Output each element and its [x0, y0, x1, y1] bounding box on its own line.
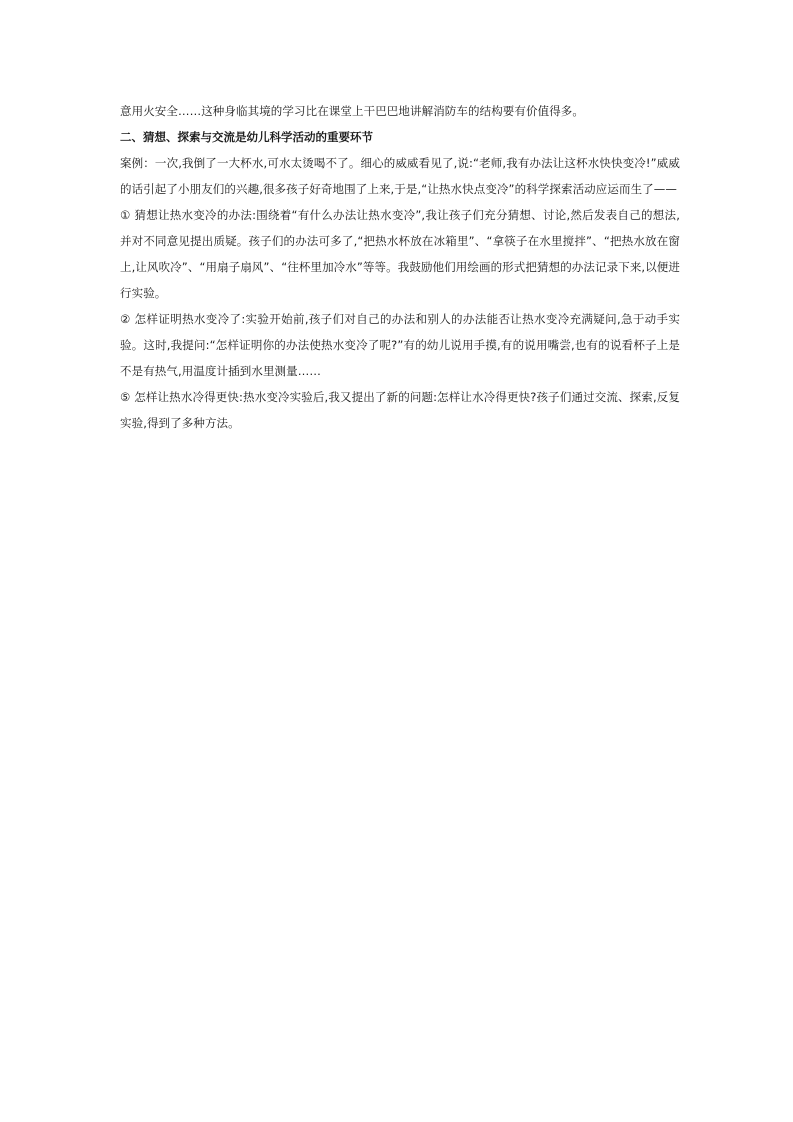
- paragraph-case: 案例：一次,我倒了一大杯水,可水太烫喝不了。细心的威威看见了,说:“老师,我有办法让这杯水快快变冷!”威威的话引起了小朋友们的兴趣,很多孩子好奇地围了上来,于是,“让热水快点变冷”的科学探索活动应运而生了——: [120, 156, 680, 196]
- document-body: [120, 98, 680, 436]
- paragraph-intro: 意用火安全……这种身临其境的学习比在课堂上干巴巴地讲解消防车的结构要有价值得多。: [120, 104, 584, 118]
- paragraph-point-1: ① 猜想让热水变冷的办法:围绕着“有什么办法让热水变冷”,我让孩子们充分猜想、讨论,然后发表自己的想法,并对不同意见提出质疑。孩子们的办法可多了,“把热水杯放在冰箱里”、“拿筷子在水里搅拌”、“把热水放在窗上,让风吹冷”、“用扇子扇风”、“往杯里加冷水”等等。我鼓励他们用绘画的形式把猜想的办法记录下来,以便进行实验。: [120, 208, 680, 300]
- paragraph-point-2: ② 怎样证明热水变冷了:实验开始前,孩子们对自己的办法和别人的办法能否让热水变冷充满疑问,急于动手实验。这时,我提问:“怎样证明你的办法使热水变冷了呢?”有的幼儿说用手摸,有的说用嘴尝,也有的说看杯子上是不是有热气,用温度计插到水里测量……: [120, 312, 680, 378]
- paragraph-point-3: ⑤ 怎样让热水冷得更快:热水变冷实验后,我又提出了新的问题:怎样让水冷得更快?孩子们通过交流、探索,反复实验,得到了多种方法。: [120, 390, 680, 430]
- section-heading: 二、猜想、探索与交流是幼儿科学活动的重要环节: [120, 130, 373, 144]
